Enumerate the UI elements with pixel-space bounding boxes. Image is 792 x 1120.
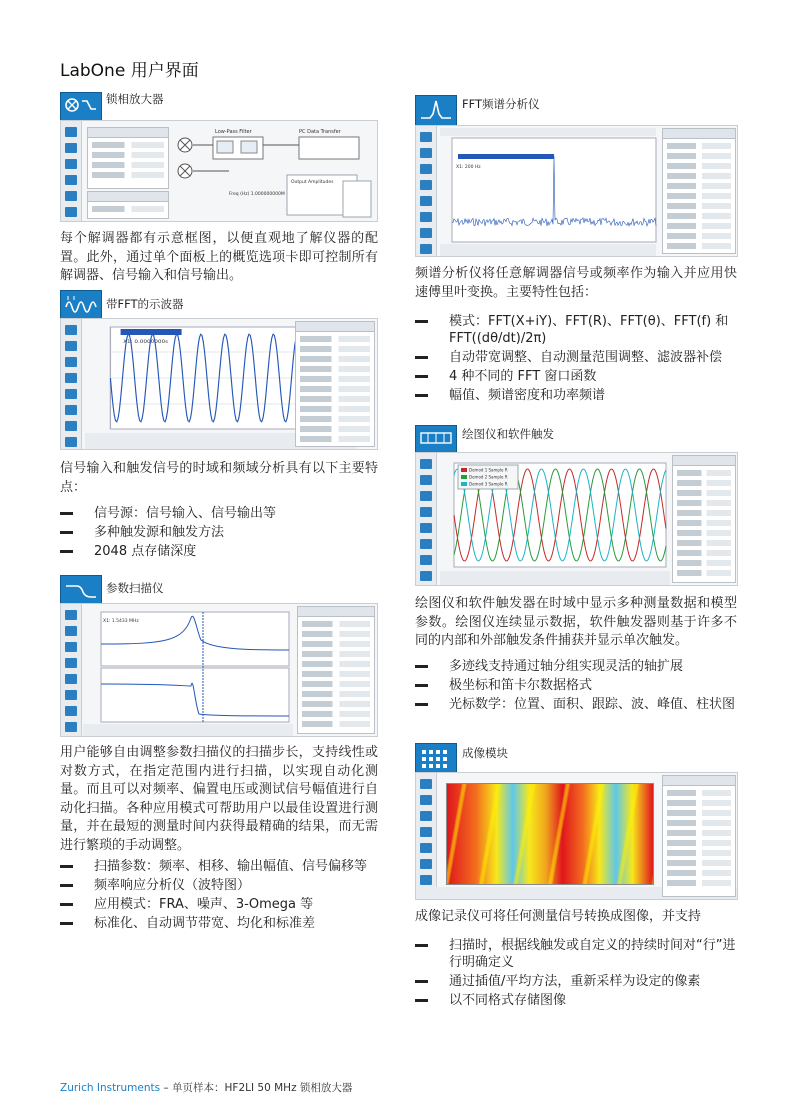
list-item: 模式：FFT(X+iY)、FFT(R)、FFT(θ)、FFT(f) 和 FFT((dθ/dt)/2π) xyxy=(415,313,737,347)
list-item: 扫描时，根据线触发或自定义的持续时间对“行”进行明确定义 xyxy=(415,937,737,971)
spectrum-paragraph: 频谱分析仪将任意解调器信号或频率作为输入并应用快速傅里叶变换。主要特性包括： xyxy=(415,266,737,300)
list-item: 自动带宽调整、自动测量范围调整、滤波器补偿 xyxy=(415,349,737,366)
lockin-reference-panel xyxy=(87,191,169,219)
imaging-paragraph: 成像记录仪可将任何测量信号转换成图像，并支持 xyxy=(415,909,702,924)
imaging-title: 成像模块 xyxy=(462,746,508,760)
list-item: 幅值、频谱密度和功率频谱 xyxy=(415,387,737,404)
list-item: 频率响应分析仪（波特图） xyxy=(60,877,390,894)
spectrum-control-panel xyxy=(662,128,736,254)
list-item: 信号源：信号输入、信号输出等 xyxy=(60,505,378,522)
lockin-input-panel xyxy=(87,127,169,189)
list-item: 标准化、自动调节带宽、均化和标准差 xyxy=(60,915,390,932)
list-item: 扫描参数：频率、相移、输出幅值、信号偏移等 xyxy=(60,858,390,875)
list-item: 多种触发源和触发方法 xyxy=(60,524,378,541)
plotter-control-panel xyxy=(672,455,736,583)
sweeper-paragraph: 用户能够自由调整参数扫描仪的扫描步长，支持线性或对数方式，在指定范围内进行扫描，以实现自动化测量。而且可以对频率、偏置电压或测试信号幅值进行自动化扫描。各种应用模式可帮助用户以最佳设置进行测量，并在最短的测量时间内获得最精确的结果，而无需进行繁琐的手动调整。 xyxy=(60,745,378,853)
list-item: 2048 点存储深度 xyxy=(60,543,378,560)
lockin-paragraph: 每个解调器都有示意框图，以便直观地了解仪器的配置。此外，通过单个面板上的概览选项卡即可控制所有解调器、信号输入和信号输出。 xyxy=(60,231,378,283)
list-item: 4 种不同的 FFT 窗口函数 xyxy=(415,368,737,385)
scope-paragraph: 信号输入和触发信号的时域和频域分析具有以下主要特点： xyxy=(60,461,378,495)
spectrum-cursor-text: X1: 200 Hz xyxy=(456,165,481,170)
plotter-paragraph: 绘图仪和软件触发器在时域中显示多种测量数据和模型参数。绘图仪连续显示数据，软件触发器则基于许多不同的内部和外部触发条件捕获并显示单次触发。 xyxy=(415,596,737,648)
lockin-lowpass-label: Low-Pass Filter xyxy=(215,129,252,135)
plotter-title: 绘图仪和软件触发 xyxy=(462,427,554,441)
footer-text: – 单页样本：HF2LI 50 MHz 锁相放大器 xyxy=(160,1082,353,1094)
imaging-control-panel xyxy=(662,775,736,897)
scope-control-panel xyxy=(295,321,375,447)
plotter-legend-2: Demod 2 Sample R xyxy=(469,474,508,480)
scope-bullets xyxy=(60,505,378,562)
page-title: LabOne 用户界面 xyxy=(60,61,199,81)
scope-cursor-text: X1: 0.0000000s xyxy=(123,339,169,345)
scope-screenshot xyxy=(60,318,378,450)
list-item: 多迹线支持通过轴分组实现灵活的轴扩展 xyxy=(415,658,737,675)
sweeper-control-panel xyxy=(297,606,375,734)
lockin-output-amp-label: Output Amplitudes xyxy=(291,180,334,185)
spectrum-bullets xyxy=(415,313,737,406)
sweeper-bullets xyxy=(60,858,390,934)
list-item: 通过插值/平均方法，重新采样为设定的像素 xyxy=(415,973,737,990)
imaging-screenshot xyxy=(415,772,738,900)
list-item: 光标数学：位置、面积、跟踪、波、峰值、柱状图 xyxy=(415,696,737,713)
list-item: 应用模式：FRA、噪声、3-Omega 等 xyxy=(60,896,390,913)
spectrum-title: FFT频谱分析仪 xyxy=(462,97,540,111)
plotter-screenshot xyxy=(415,452,738,586)
list-item: 以不同格式存储图像 xyxy=(415,992,737,1009)
footer-brand: Zurich Instruments xyxy=(60,1082,161,1094)
lockin-freq-label: Freq (Hz) 1.000000000M xyxy=(229,192,285,197)
imaging-heatmap xyxy=(446,783,654,885)
sweeper-plot xyxy=(83,604,293,736)
lockin-block-diagram xyxy=(169,123,375,219)
scope-title: 带FFT的示波器 xyxy=(106,297,184,311)
spectrum-screenshot xyxy=(415,125,738,257)
imaging-bullets xyxy=(415,937,737,1011)
spectrum-plot xyxy=(440,126,660,256)
lockin-title: 锁相放大器 xyxy=(106,92,164,106)
plotter-legend-3: Demod 3 Sample R xyxy=(469,481,508,487)
sweeper-cursor-text: X1: 1.5433 MHz xyxy=(103,619,139,624)
plotter-plot xyxy=(440,453,670,585)
sweeper-screenshot xyxy=(60,603,378,737)
plotter-legend-1: Demod 1 Sample R xyxy=(469,467,508,473)
lockin-pc-label: PC Data Transfer xyxy=(299,129,341,135)
sweeper-title: 参数扫描仪 xyxy=(106,581,164,595)
lockin-screenshot xyxy=(60,120,378,222)
list-item: 极坐标和笛卡尔数据格式 xyxy=(415,677,737,694)
footer xyxy=(60,1080,352,1095)
plotter-bullets xyxy=(415,658,737,715)
